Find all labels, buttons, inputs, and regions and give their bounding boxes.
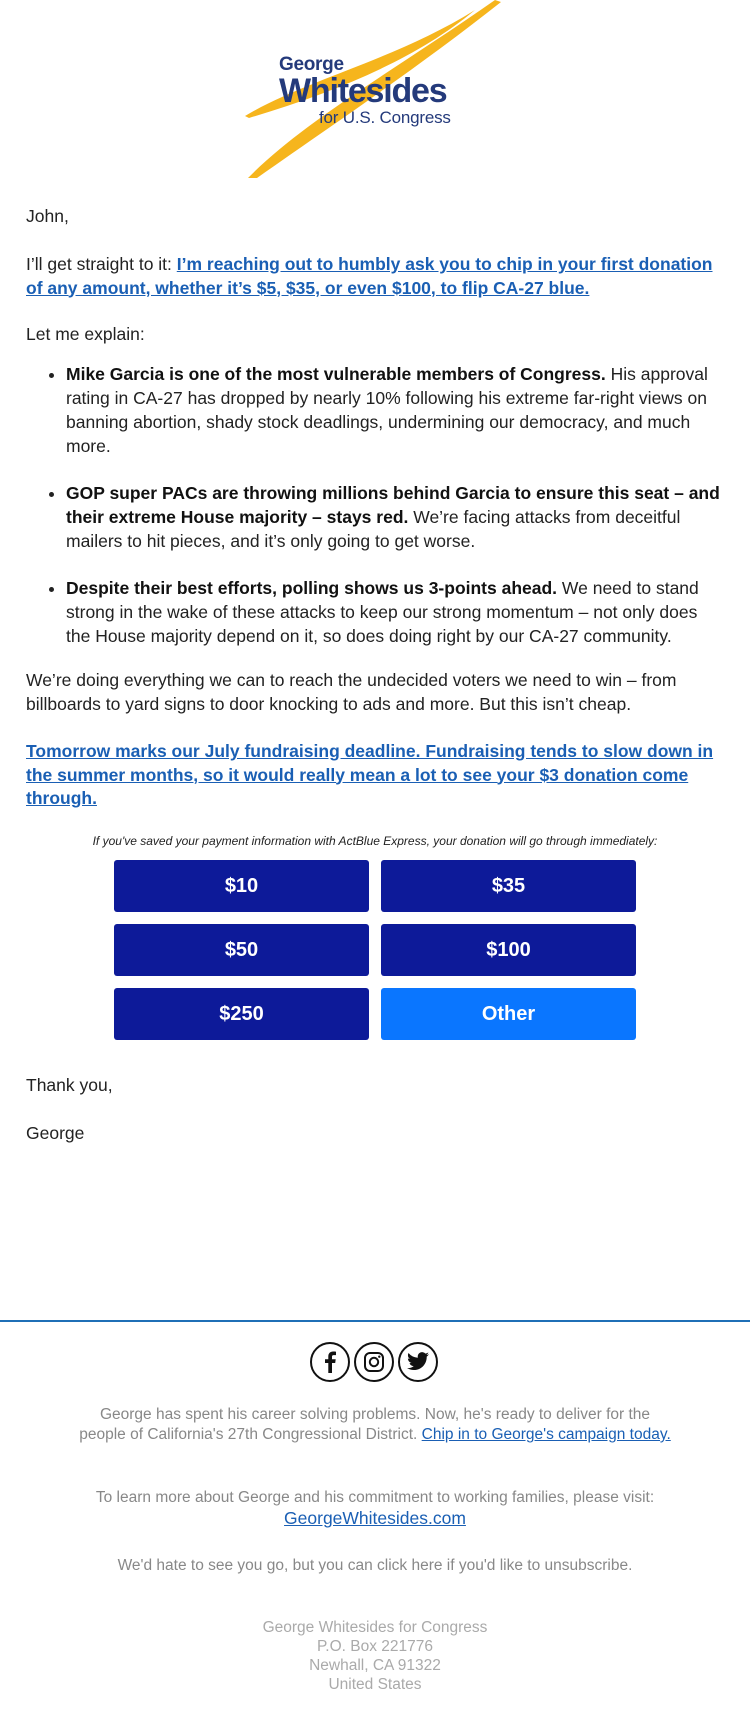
intro-paragraph <box>26 253 726 300</box>
donate-10-button[interactable]: $10 <box>114 860 369 912</box>
signature: George <box>26 1123 85 1143</box>
donate-35-button[interactable]: $35 <box>381 860 636 912</box>
list-item <box>66 576 726 648</box>
footer-chip-in-link[interactable]: Chip in to George's campaign today. <box>421 1426 671 1443</box>
bullet-bold: Despite their best efforts, polling shows us 3-points ahead. <box>66 578 558 598</box>
bullet-bold: GOP super PACs are throwing millions behind Garcia to ensure this seat – and their extreme House majority – stays red. <box>66 483 720 527</box>
list-item <box>66 362 726 458</box>
footer-about-text: George has spent his career solving problems. Now, he's ready to deliver for the people of California's 27th Congressional District. <box>79 1406 651 1443</box>
footer-divider <box>0 1320 750 1322</box>
footer-website-link[interactable]: GeorgeWhitesides.com <box>284 1508 466 1528</box>
logo-tagline: for U.S. Congress <box>319 108 451 127</box>
donate-250-button[interactable]: $250 <box>114 988 369 1040</box>
footer-about <box>75 1405 675 1445</box>
address-line: P.O. Box 221776 <box>316 1638 434 1655</box>
facebook-icon[interactable] <box>310 1342 350 1382</box>
explain-text: Let me explain: <box>26 324 145 344</box>
bullet-text: His approval rating in CA-27 has dropped by nearly 10% following his extreme far-right views on banning abortion, shady stock deadlings, undermining our democracy, and much more. <box>66 364 708 456</box>
donate-other-button[interactable]: Other <box>381 988 636 1040</box>
footer-unsubscribe[interactable]: We'd hate to see you go, but you can click here if you'd like to unsubscribe. <box>117 1557 633 1574</box>
footer-address <box>0 1618 750 1694</box>
bullet-list <box>26 362 726 671</box>
footer-learn-more <box>75 1488 675 1530</box>
intro-prefix: I’ll get straight to it: <box>26 254 177 274</box>
greeting: John, <box>26 206 69 226</box>
bullet-text: We need to stand strong in the wake of these attacks to keep our strong momentum – not only does the House majority depend on it, so does doing right by our CA-27 community. <box>66 578 699 646</box>
address-line: United States <box>328 1676 422 1693</box>
address-line: George Whitesides for Congress <box>262 1619 488 1636</box>
deadline-paragraph <box>26 740 726 811</box>
deadline-donate-link[interactable]: Tomorrow marks our July fundraising deadline. Fundraising tends to slow down in the summer months, so it would really mean a lot to see your $3 donation come through. <box>26 741 714 808</box>
twitter-icon[interactable] <box>398 1342 438 1382</box>
intro-donate-link[interactable]: I’m reaching out to humbly ask you to chip in your first donation of any amount, whether it’s $5, $35, or even $100, to flip CA-27 blue. <box>26 254 713 298</box>
footer-learn-more-text: To learn more about George and his commitment to working families, please visit: <box>95 1489 655 1506</box>
donate-100-button[interactable]: $100 <box>381 924 636 976</box>
bullet-bold: Mike Garcia is one of the most vulnerable members of Congress. <box>66 364 606 384</box>
list-item <box>66 481 726 553</box>
campaign-logo <box>245 0 505 178</box>
address-line: Newhall, CA 91322 <box>309 1657 441 1674</box>
logo-first-name: George <box>279 54 344 75</box>
instagram-icon[interactable] <box>354 1342 394 1382</box>
logo-last-name: Whitesides <box>279 72 447 110</box>
bullet-text: We’re facing attacks from deceitful mailers to hit pieces, and it’s only going to get worse. <box>66 507 681 551</box>
actblue-note: If you've saved your payment information with ActBlue Express, your donation will go through immediately: <box>92 834 658 848</box>
donate-50-button[interactable]: $50 <box>114 924 369 976</box>
voters-paragraph: We’re doing everything we can to reach the undecided voters we need to win – from billboards to yard signs to door knocking to ads and more. But this isn’t cheap. <box>26 670 677 714</box>
closing-thanks: Thank you, <box>26 1075 113 1095</box>
